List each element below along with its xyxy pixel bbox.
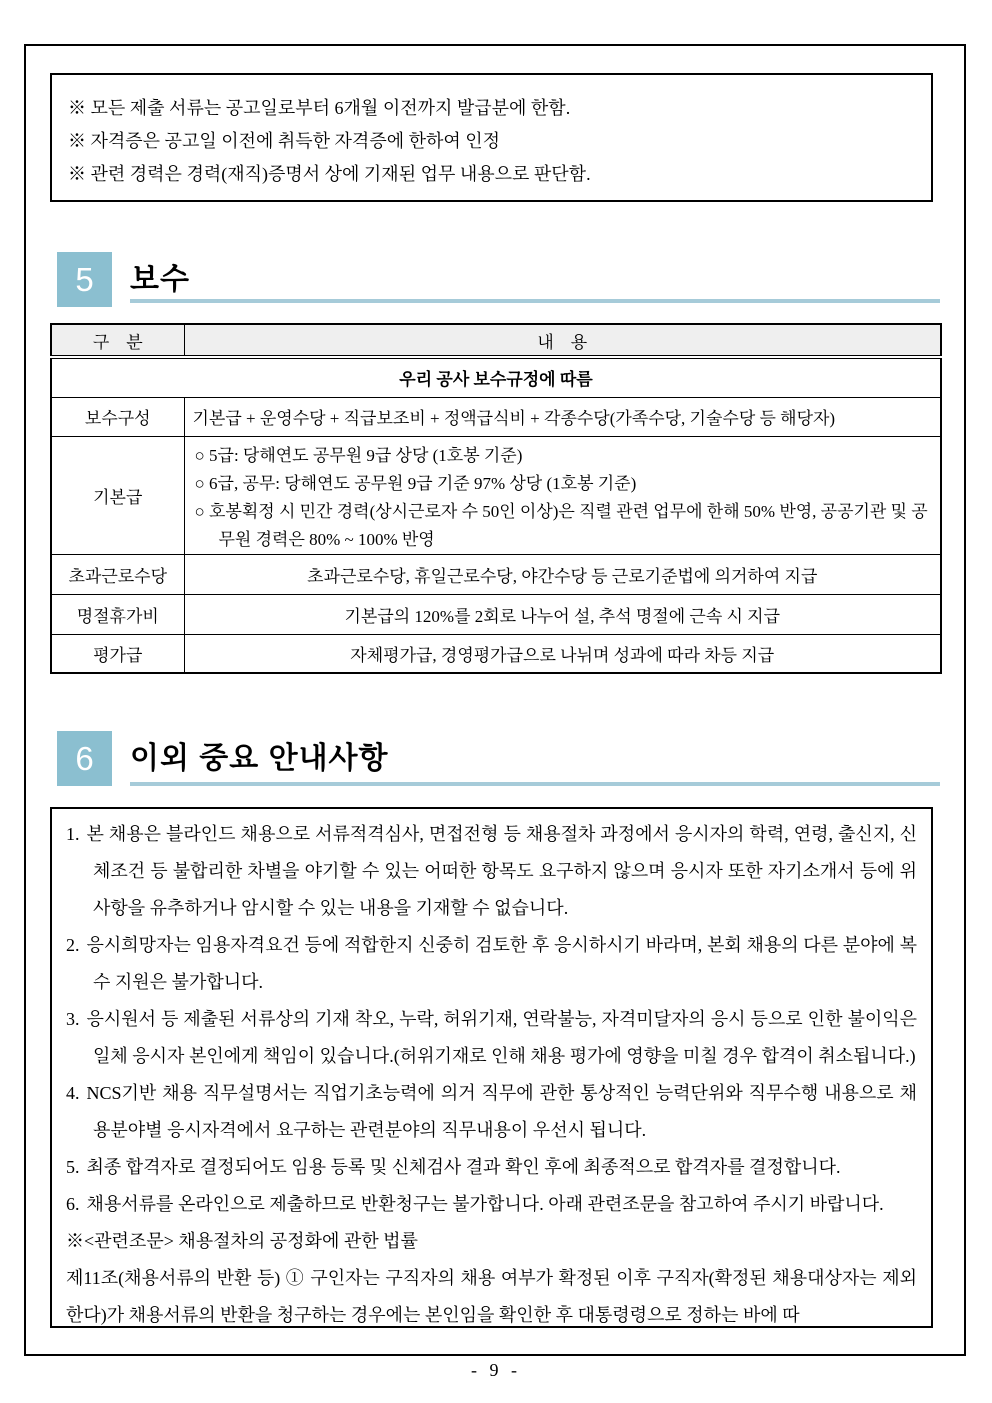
related-law-body: 제11조(채용서류의 반환 등) ① 구인자는 구직자의 채용 여부가 확정된 이후 구직자(확정된 채용대상자는 제외한다)가 채용서류의 반환을 청구하는 경우에는 본인임을 확인한 후 대통령령으로 정하는 바에 따: [66, 1268, 917, 1325]
notice-line: ※ 자격증은 공고일 이전에 취득한 자격증에 한하여 인정: [68, 131, 501, 151]
table-row: [51, 436, 941, 554]
row-content: [184, 436, 941, 554]
section-5-underline: [130, 299, 940, 303]
row-content: 기본급 + 운영수당 + 직급보조비 + 정액급식비 + 각종수당(가족수당, 기술수당 등 해당자): [184, 397, 941, 436]
notice-box: [50, 73, 933, 202]
note-number: 3.: [66, 1009, 80, 1029]
merged-row-text: 우리 공사 보수규정에 따름: [51, 357, 941, 397]
table-merged-row: [51, 357, 941, 397]
section-5-number-badge: 5: [57, 252, 112, 307]
row-label: 보수구성: [51, 397, 184, 436]
note-item: [66, 1001, 917, 1075]
note-item: [66, 1075, 917, 1149]
bullet-line: ○ 5급: 당해연도 공무원 9급 상당 (1호봉 기준): [194, 445, 523, 465]
compensation-table: [50, 323, 942, 674]
row-content: 자체평가급, 경영평가급으로 나뉘며 성과에 따라 차등 지급: [184, 634, 941, 673]
section-6-underline: [130, 782, 940, 786]
note-text: 본 채용은 블라인드 채용으로 서류적격심사, 면접전형 등 채용절차 과정에서 응시자의 학력, 연령, 출신지, 신체조건 등 불합리한 차별을 야기할 수 있는 어떠한 항목도 요구하지 않으며 응시자 또한 자기소개서 등에 위 사항을 유추하거나 암시할 수 있는 내용을 기재할 수 없습니다.: [86, 824, 917, 918]
notice-line: ※ 모든 제출 서류는 공고일로부터 6개월 이전까지 발급분에 한함.: [68, 98, 571, 118]
note-text: 응시원서 등 제출된 서류상의 기재 착오, 누락, 허위기재, 연락불능, 자격미달자의 응시 등으로 인한 불이익은 일체 응시자 본인에게 책임이 있습니다.(허위기재로 인해 채용 평가에 영향을 미칠 경우 합격이 취소됩니다.): [86, 1009, 917, 1066]
note-item: [66, 1186, 917, 1223]
row-content: 초과근로수당, 휴일근로수당, 야간수당 등 근로기준법에 의거하여 지급: [184, 554, 941, 594]
section-5-title: 보수: [130, 263, 190, 296]
table-row: [51, 594, 941, 634]
row-content: 기본급의 120%를 2회로 나누어 설, 추석 명절에 근속 시 지급: [184, 594, 941, 634]
table-row: [51, 634, 941, 673]
note-number: 6.: [66, 1194, 80, 1214]
section-6-number-badge: 6: [57, 731, 112, 786]
row-label: 초과근로수당: [51, 554, 184, 594]
row-label: 평가급: [51, 634, 184, 673]
note-text: NCS기반 채용 직무설명서는 직업기초능력에 의거 직무에 관한 통상적인 능력단위와 직무수행 내용으로 채용분야별 응시자격에서 요구하는 관련분야의 직무내용이 우선시 됩니다.: [86, 1083, 917, 1140]
bullet-line: ○ 6급, 공무: 당해연도 공무원 9급 기준 97% 상당 (1호봉 기준): [194, 473, 637, 493]
table-header-row: [51, 324, 941, 357]
note-text: 최종 합격자로 결정되어도 임용 등록 및 신체검사 결과 확인 후에 최종적으로 합격자를 결정합니다.: [86, 1157, 841, 1177]
note-text: 응시희망자는 임용자격요건 등에 적합한지 신중히 검토한 후 응시하시기 바라며, 본회 채용의 다른 분야에 복수 지원은 불가합니다.: [86, 935, 917, 992]
important-notes-box: [50, 807, 933, 1328]
note-number: 2.: [66, 935, 80, 955]
note-item: [66, 927, 917, 1001]
bullet-line: ○ 호봉획정 시 민간 경력(상시근로자 수 50인 이상)은 직렬 관련 업무에 한해 50% 반영, 공공기관 및 공무원 경력은 80% ~ 100% 반영: [194, 501, 928, 549]
compensation-table-wrap: [50, 323, 942, 674]
page-number: - 9 -: [471, 1360, 521, 1380]
note-item: [66, 816, 917, 927]
note-item: [66, 1149, 917, 1186]
notice-line: ※ 관련 경력은 경력(재직)증명서 상에 기재된 업무 내용으로 판단함.: [68, 164, 591, 184]
section-6-title: 이외 중요 안내사항: [130, 742, 389, 775]
table-header-content: 내 용: [184, 324, 941, 357]
table-row: [51, 397, 941, 436]
note-text: 채용서류를 온라인으로 제출하므로 반환청구는 불가합니다. 아래 관련조문을 참고하여 주시기 바랍니다.: [86, 1194, 884, 1214]
table-row: [51, 554, 941, 594]
note-number: 1.: [66, 824, 80, 844]
note-number: 4.: [66, 1083, 80, 1103]
table-header-category: 구 분: [51, 324, 184, 357]
row-label: 명절휴가비: [51, 594, 184, 634]
note-number: 5.: [66, 1157, 80, 1177]
related-law-heading: ※<관련조문> 채용절차의 공정화에 관한 법률: [66, 1231, 418, 1251]
row-label: 기본급: [51, 436, 184, 554]
